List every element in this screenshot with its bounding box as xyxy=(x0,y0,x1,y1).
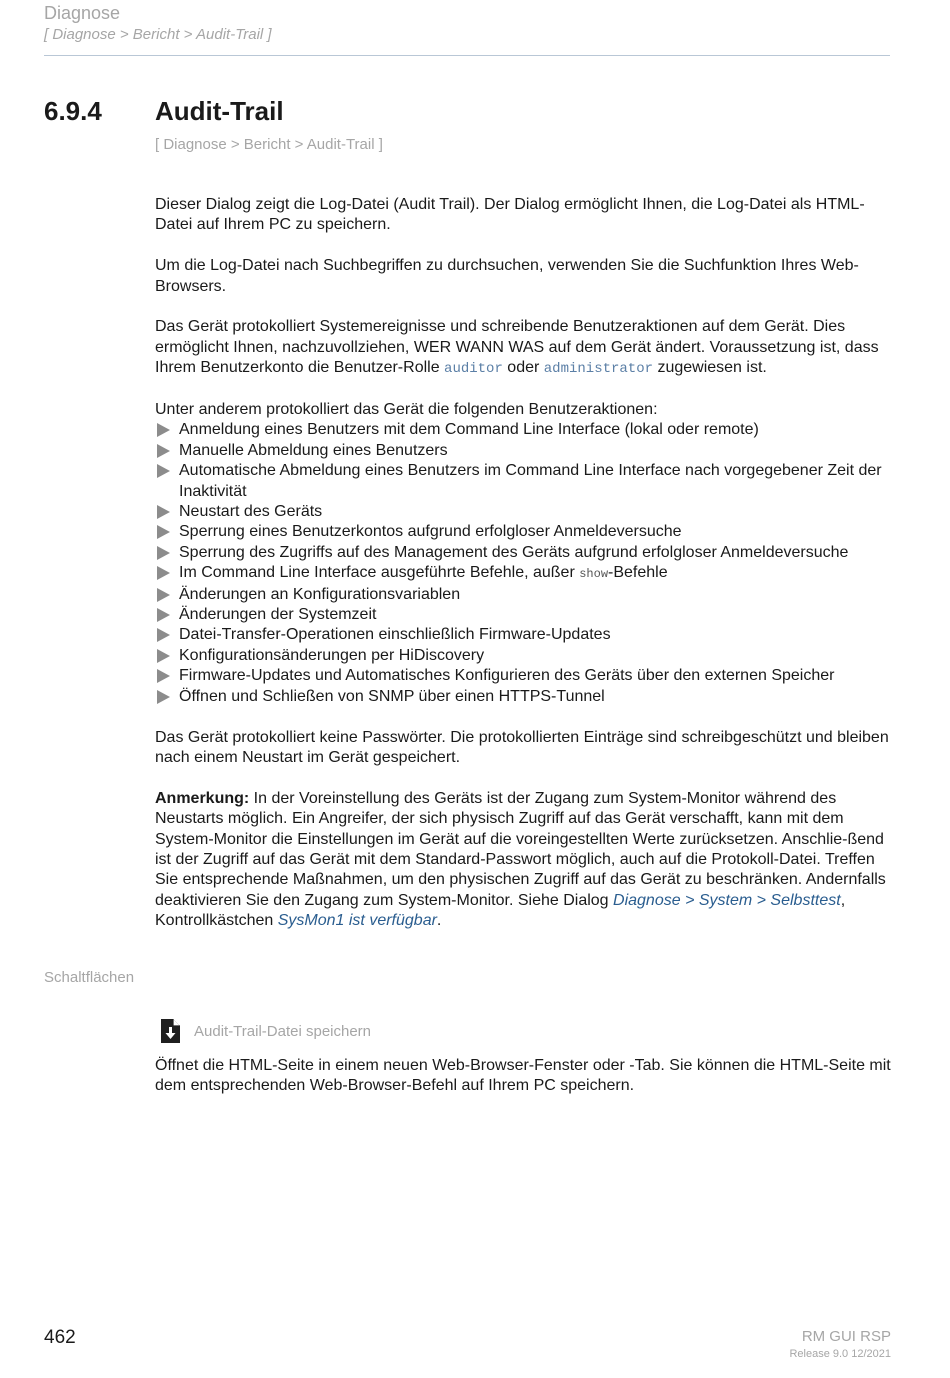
list-item xyxy=(155,666,895,686)
note-text-mid: , Kontrollkästchen xyxy=(155,891,846,930)
list-item-text: Automatische Abmeldung eines Benutzers im Command Line Interface nach vorgegebener Zeit der Inaktivität xyxy=(179,462,882,500)
list-item-text: Änderungen der Systemzeit xyxy=(179,606,377,624)
bullet-triangle-icon xyxy=(157,690,170,704)
list-item-text: Manuelle Abmeldung eines Benutzers xyxy=(179,441,448,459)
list-item-text-end: -Befehle xyxy=(608,564,668,582)
role-auditor: auditor xyxy=(444,361,503,378)
paragraph-intro: Dieser Dialog zeigt die Log-Datei (Audit Trail). Der Dialog ermöglicht Ihnen, die Log-Datei als HTML-Datei auf Ihrem PC zu speichern. xyxy=(155,196,865,234)
list-item-text: Anmeldung eines Benutzers mit dem Command Line Interface (lokal oder remote) xyxy=(179,421,759,439)
list-item xyxy=(155,502,895,522)
list-item xyxy=(155,585,895,605)
list-item-text: Im Command Line Interface ausgeführte Befehle, außer xyxy=(179,564,580,582)
footer-product: RM GUI RSP xyxy=(801,1328,891,1345)
list-intro: Unter anderem protokolliert das Gerät die folgenden Benutzeraktionen: xyxy=(155,401,658,419)
paragraph-search: Um die Log-Datei nach Suchbegriffen zu durchsuchen, verwenden Sie die Suchfunktion Ihres Web-Browsers. xyxy=(155,257,859,295)
list-item xyxy=(155,522,895,542)
buttons-section-heading: Schaltflächen xyxy=(44,969,135,986)
list-item xyxy=(155,461,895,502)
save-button-description: Öffnet die HTML-Seite in einem neuen Web-Browser-Fenster oder -Tab. Sie können die HTML-Seite mit dem entsprechenden Web-Browser-Befehl auf Ihrem PC speichern. xyxy=(155,1057,891,1095)
bullet-triangle-icon xyxy=(157,669,170,683)
page-number: 462 xyxy=(44,1327,76,1348)
bullet-triangle-icon xyxy=(157,566,170,580)
note-label: Anmerkung: xyxy=(155,789,250,807)
code-show: show xyxy=(579,567,609,582)
bullet-triangle-icon xyxy=(157,423,170,437)
bullet-triangle-icon xyxy=(157,505,170,519)
roles-text-mid: oder xyxy=(502,359,544,377)
note-block xyxy=(155,789,895,932)
footer-release: Release 9.0 12/2021 xyxy=(789,1348,891,1360)
roles-text: Das Gerät protokolliert Systemereignisse und schreibende Benutzeraktionen auf dem Gerät. Dies ermöglicht Ihnen, nachzuvollziehen, WER WANN WAS auf dem Gerät ändert. Voraussetzung ist, dass Ihrem Benutzerkonto die Benutzer-Rolle xyxy=(155,318,879,377)
list-item xyxy=(155,687,895,707)
bullet-triangle-icon xyxy=(157,608,170,622)
bullet-triangle-icon xyxy=(157,546,170,560)
bullet-triangle-icon xyxy=(157,649,170,663)
roles-text-end: zugewiesen ist. xyxy=(653,359,767,377)
section-breadcrumb: [ Diagnose > Bericht > Audit-Trail ] xyxy=(155,136,383,153)
list-item-text: Datei-Transfer-Operationen einschließlich Firmware-Updates xyxy=(179,626,611,644)
bullet-triangle-icon xyxy=(157,588,170,602)
list-item-text: Sperrung des Zugriffs auf des Management des Geräts aufgrund erfolgloser Anmeldeversuche xyxy=(179,543,849,561)
body-content xyxy=(155,195,895,952)
note-text: In der Voreinstellung des Geräts ist der Zugang zum System-Monitor während des Neustarts möglich. Ein Angreifer, der sich physisch Zugriff auf das Gerät verschafft, kann mit dem System-Monitor die Einstellungen im Gerät auf die voreingestellten Werte zurücksetzen. Anschlie-ßend ist der Zugriff auf das Gerät mit dem Standard-Passwort möglich, auch auf die Protokoll-Datei. Treffen Sie entsprechende Maßnahmen, um den physischen Zugriff auf das Gerät zu beschränken. Andernfalls deaktivieren Sie den Zugang zum System-Monitor. Siehe Dialog xyxy=(155,789,886,909)
list-item-text: Änderungen an Konfigurationsvariablen xyxy=(179,585,461,603)
role-administrator: administrator xyxy=(543,361,653,378)
paragraph-passwords: Das Gerät protokolliert keine Passwörter. Die protokollierten Einträge sind schreibgeschützt und bleiben nach einem Neustart im Gerät gespeichert. xyxy=(155,728,889,766)
list-item xyxy=(155,605,895,625)
paragraph-roles xyxy=(155,317,895,379)
bullet-triangle-icon xyxy=(157,628,170,642)
save-audit-trail-label: Audit-Trail-Datei speichern xyxy=(194,1022,372,1040)
note-text-end: . xyxy=(436,912,442,930)
header-divider xyxy=(44,55,890,56)
save-audit-trail-button[interactable] xyxy=(155,1016,371,1046)
list-item xyxy=(155,420,895,440)
list-item-text: Öffnen und Schließen von SNMP über einen HTTPS-Tunnel xyxy=(179,687,605,705)
bullet-triangle-icon xyxy=(157,464,170,478)
list-item xyxy=(155,646,895,666)
list-item-text: Firmware-Updates und Automatisches Konfigurieren des Geräts über den externen Speicher xyxy=(179,667,835,685)
bullet-triangle-icon xyxy=(157,444,170,458)
list-item xyxy=(155,625,895,645)
section-title: Audit-Trail xyxy=(155,96,284,126)
running-header-title: Diagnose xyxy=(44,3,121,23)
list-item xyxy=(155,563,895,584)
list-item-text: Sperrung eines Benutzerkontos aufgrund erfolgloser Anmeldeversuche xyxy=(179,523,682,541)
file-download-icon xyxy=(155,1016,185,1046)
running-header-path: [ Diagnose > Bericht > Audit-Trail ] xyxy=(44,26,272,43)
logged-actions-list xyxy=(155,420,895,707)
list-item xyxy=(155,441,895,461)
link-selftest-dialog[interactable]: Diagnose > System > Selbsttest xyxy=(613,891,841,909)
list-item-text: Neustart des Geräts xyxy=(179,503,323,521)
section-number: 6.9.4 xyxy=(44,96,102,126)
link-sysmon1-checkbox[interactable]: SysMon1 ist verfügbar xyxy=(277,912,437,930)
bullet-triangle-icon xyxy=(157,525,170,539)
list-item xyxy=(155,543,895,563)
list-item-text: Konfigurationsänderungen per HiDiscovery xyxy=(179,646,485,664)
